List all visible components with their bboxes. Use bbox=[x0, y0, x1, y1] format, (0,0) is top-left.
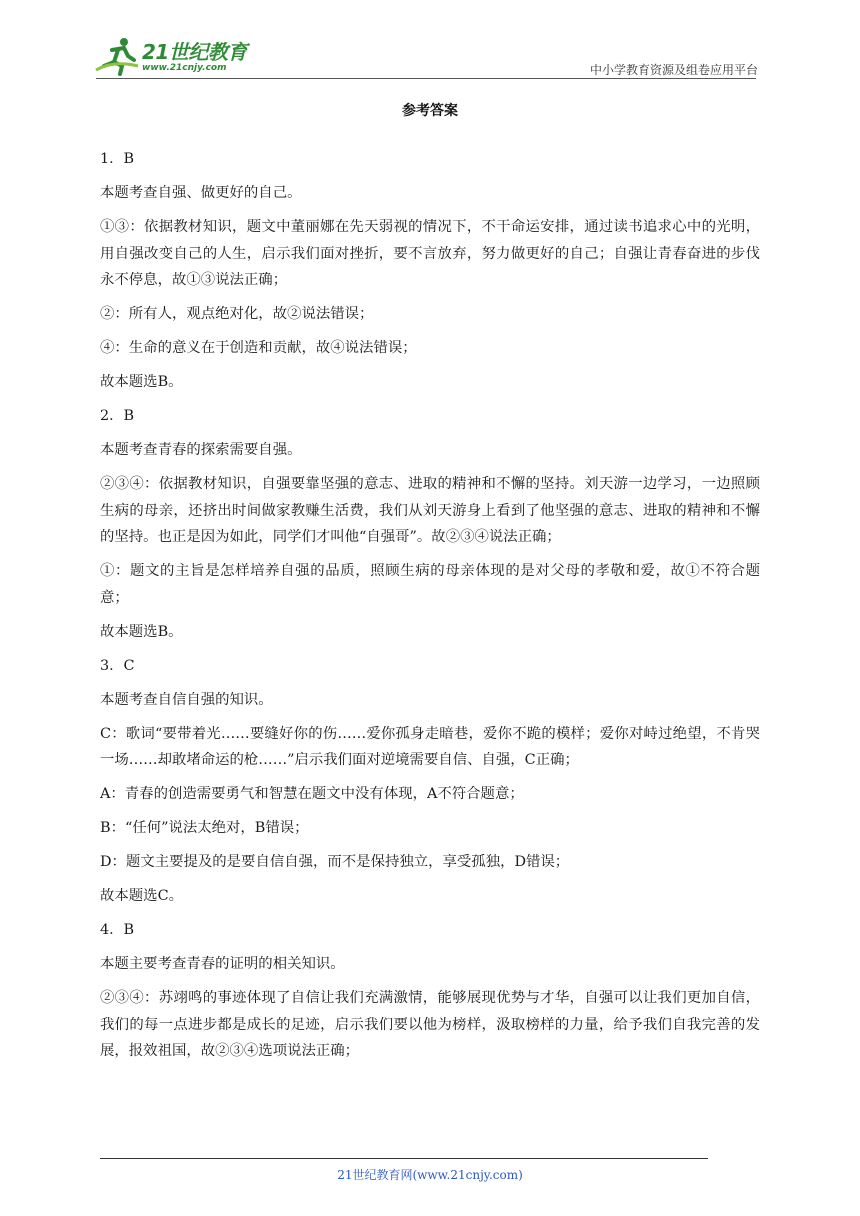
answer-paragraph: C：歌词“要带着光……要缝好你的伤……爱你孤身走暗巷，爱你不跪的模样；爱你对峙过绝望，不肯哭一场……却敢堵命运的枪……”启示我们面对逆境需要自信、自强，C正确； bbox=[100, 725, 760, 768]
answer-paragraph: 本题考查自信自强的知识。 bbox=[100, 691, 273, 708]
answer-paragraph: ①③：依据教材知识，题文中董丽娜在先天弱视的情况下，不干命运安排，通过读书追求心中的光明，用自强改变自己的人生，启示我们面对挫折，要不言放弃，努力做更好的自己；自强让青春奋进的步伐永不停息，故①③说法正确； bbox=[100, 219, 760, 288]
answer-paragraph: 1．B bbox=[100, 151, 135, 167]
answer-paragraph: ④：生命的意义在于创造和贡献，故④说法错误； bbox=[100, 340, 417, 356]
footer-link[interactable]: 21世纪教育网(www.21cnjy.com) bbox=[337, 1168, 523, 1182]
answer-paragraph: ②③④：苏翊鸣的事迹体现了自信让我们充满激情，能够展现优势与才华，自强可以让我们更加自信，我们的每一点进步都是成长的足迹，启示我们要以他为榜样，汲取榜样的力量，给予我们自我完善的发展，报效祖国，故②③④选项说法正确； bbox=[100, 990, 760, 1059]
answer-paragraph: 故本题选B。 bbox=[100, 374, 183, 390]
answer-paragraph: 故本题选B。 bbox=[100, 623, 183, 640]
answer-paragraph: A：青春的创造需要勇气和智慧在题文中没有体现，A不符合题意； bbox=[100, 786, 524, 802]
answer-paragraph: 本题考查自强、做更好的自己。 bbox=[100, 185, 302, 201]
answer-paragraph: 本题考查青春的探索需要自强。 bbox=[100, 442, 302, 458]
answer-paragraph: 3．C bbox=[100, 657, 135, 674]
answer-paragraph: 4．B bbox=[100, 922, 135, 938]
answer-paragraph: ②③④：依据教材知识，自强要靠坚强的意志、进取的精神和不懈的坚持。刘天游一边学习，一边照顾生病的母亲，还挤出时间做家教赚生活费，我们从刘天游身上看到了他坚强的意志、进取的精神和不懈的坚持。也正是因为如此，同学们才叫他“自强哥”。故②③④说法正确； bbox=[100, 476, 760, 545]
page-title: 参考答案 bbox=[402, 103, 458, 119]
header-divider bbox=[96, 78, 756, 79]
site-logo bbox=[94, 36, 264, 78]
platform-name: 中小学教育资源及组卷应用平台 bbox=[589, 63, 758, 77]
answer-paragraph: ①：题文的主旨是怎样培养自强的品质，照顾生病的母亲体现的是对父母的孝敬和爱，故①不符合题意； bbox=[100, 563, 760, 606]
answer-paragraph: 故本题选C。 bbox=[100, 888, 183, 904]
logo-url: www.21cnjy.com bbox=[142, 63, 227, 73]
page-header bbox=[0, 0, 860, 80]
answer-paragraph: ②：所有人，观点绝对化，故②说法错误； bbox=[100, 306, 374, 322]
answer-paragraph: B：“任何”说法太绝对，B错误； bbox=[100, 820, 309, 836]
runner-logo-icon bbox=[94, 36, 140, 76]
answer-paragraph: 2．B bbox=[100, 408, 135, 424]
answer-paragraph: 本题主要考查青春的证明的相关知识。 bbox=[100, 956, 345, 972]
answer-content bbox=[100, 146, 760, 1072]
answer-paragraph: D：题文主要提及的是要自信自强，而不是保持独立，享受孤独，D错误； bbox=[100, 854, 570, 870]
footer-divider bbox=[100, 1158, 708, 1159]
logo-text: 21世纪教育 bbox=[142, 40, 247, 64]
